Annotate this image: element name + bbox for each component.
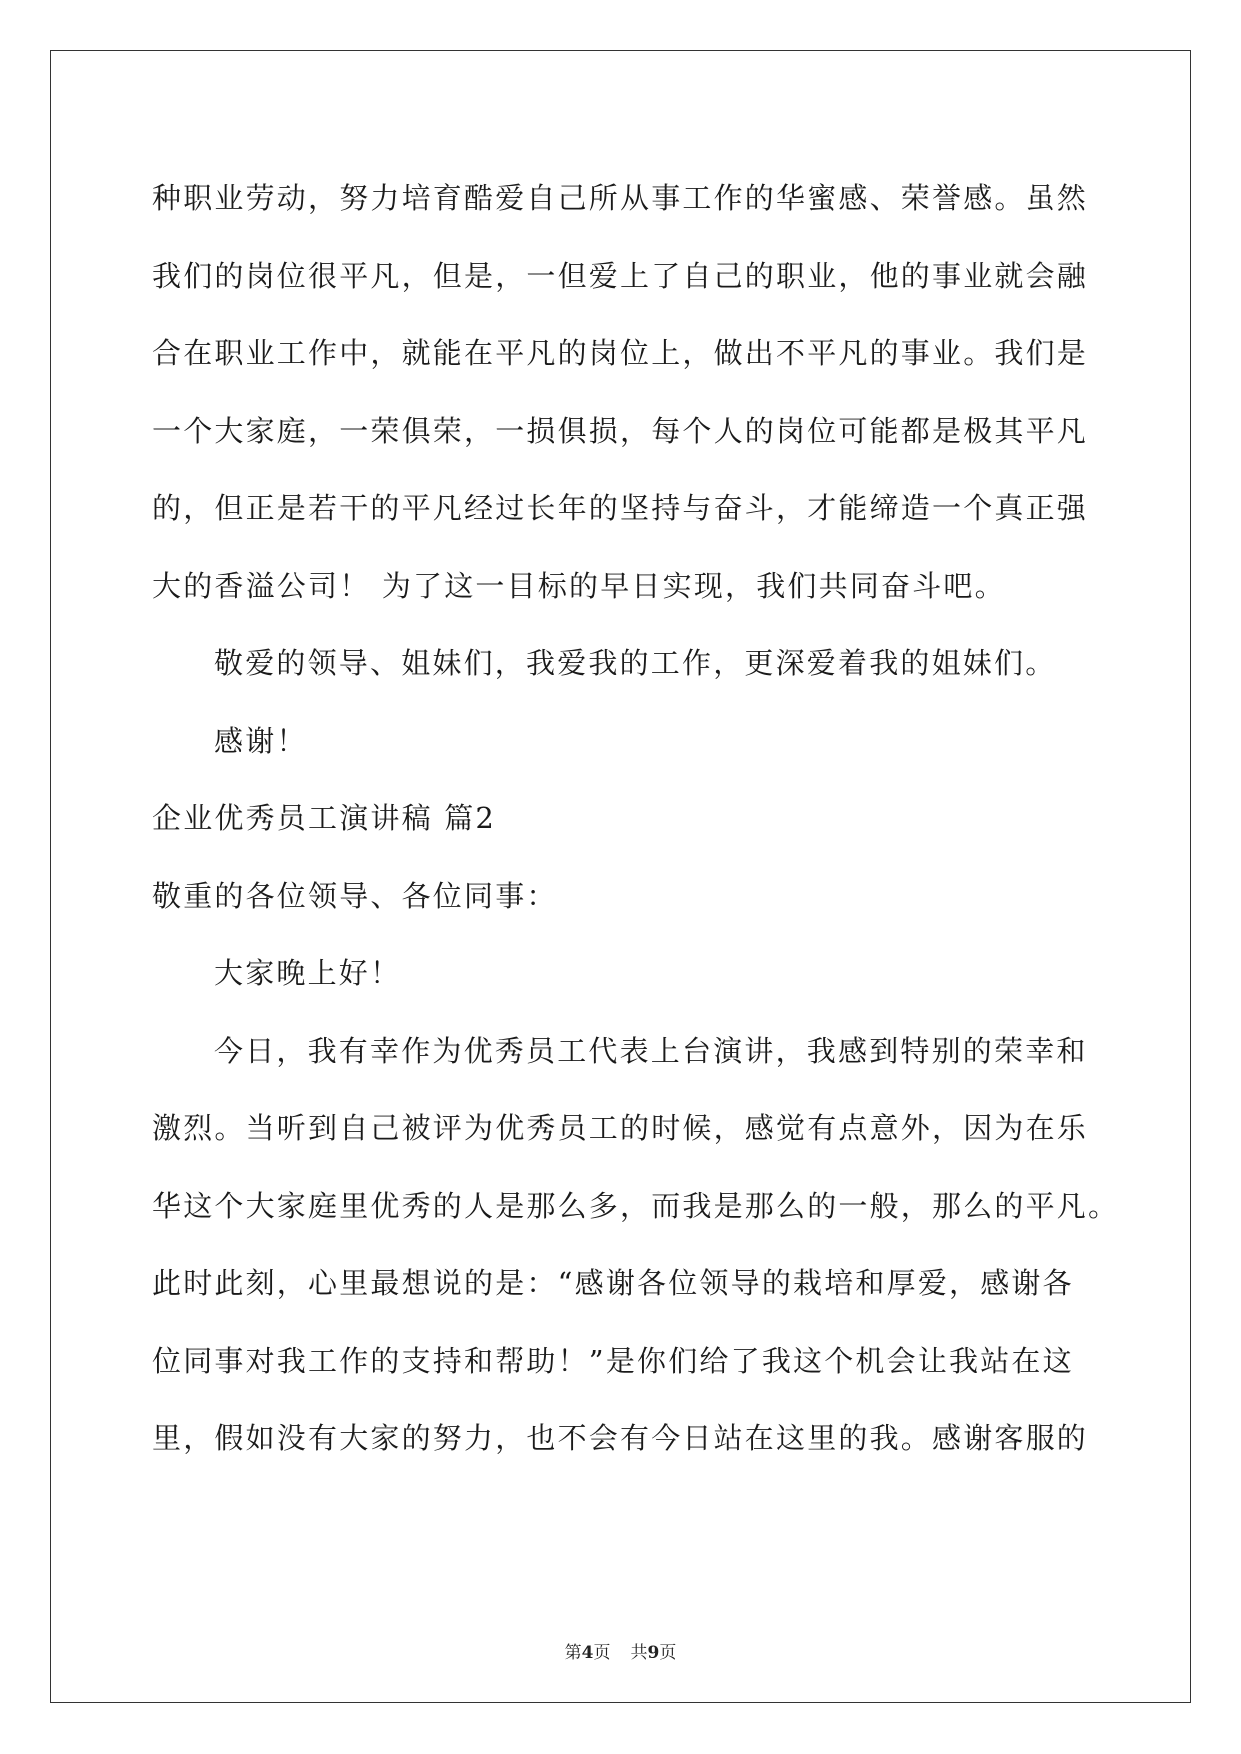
paragraph-line: 里，假如没有大家的努力，也不会有今日站在这里的我。感谢客服的 xyxy=(152,1421,1089,1455)
paragraph-line: 位同事对我工作的支持和帮助！”是你们给了我这个机会让我站在这 xyxy=(152,1343,1074,1378)
total-prefix: 共 xyxy=(630,1643,648,1663)
paragraph-line: 种职业劳动，努力培育酷爱自己所从事工作的华蜜感、荣誉感。虽然 xyxy=(152,181,1089,215)
paragraph-line: 感谢！ xyxy=(214,723,308,758)
paragraph-line: 一个大家庭，一荣俱荣，一损俱损，每个人的岗位可能都是极其平凡 xyxy=(152,413,1089,448)
paragraph-line: 此时此刻，心里最想说的是：“感谢各位领导的栽培和厚爱，感谢各 xyxy=(152,1266,1074,1300)
page-footer xyxy=(0,1638,1241,1663)
paragraph-line: 我们的岗位很平凡，但是，一但爱上了自己的职业，他的事业就会融 xyxy=(152,258,1089,293)
paragraph-line: 今日，我有幸作为优秀员工代表上台演讲，我感到特别的荣幸和 xyxy=(214,1033,1088,1068)
paragraph-line: 激烈。当听到自己被评为优秀员工的时候，感觉有点意外，因为在乐 xyxy=(152,1111,1089,1145)
page-prefix: 第 xyxy=(564,1643,582,1663)
paragraph-line: 合在职业工作中，就能在平凡的岗位上，做出不平凡的事业。我们是 xyxy=(152,336,1089,370)
current-page-number: 4 xyxy=(581,1643,594,1663)
paragraph-line: 华这个大家庭里优秀的人是那么多，而我是那么的一般，那么的平凡。 xyxy=(152,1188,1120,1223)
total-suffix: 页 xyxy=(659,1643,677,1663)
section-heading: 企业优秀员工演讲稿 篇2 xyxy=(152,801,497,835)
page-suffix: 页 xyxy=(593,1643,611,1663)
paragraph-line: 大的香溢公司！ 为了这一目标的早日实现，我们共同奋斗吧。 xyxy=(152,568,1006,603)
paragraph-line: 的，但正是若干的平凡经过长年的坚持与奋斗，才能缔造一个真正强 xyxy=(152,491,1089,525)
total-pages-number: 9 xyxy=(647,1643,660,1663)
document-body xyxy=(152,160,1120,1478)
greeting-line: 大家晚上好！ xyxy=(214,956,402,990)
paragraph-line: 敬爱的领导、姐妹们，我爱我的工作，更深爱着我的姐妹们。 xyxy=(214,646,1057,680)
salutation: 敬重的各位领导、各位同事： xyxy=(152,878,558,913)
